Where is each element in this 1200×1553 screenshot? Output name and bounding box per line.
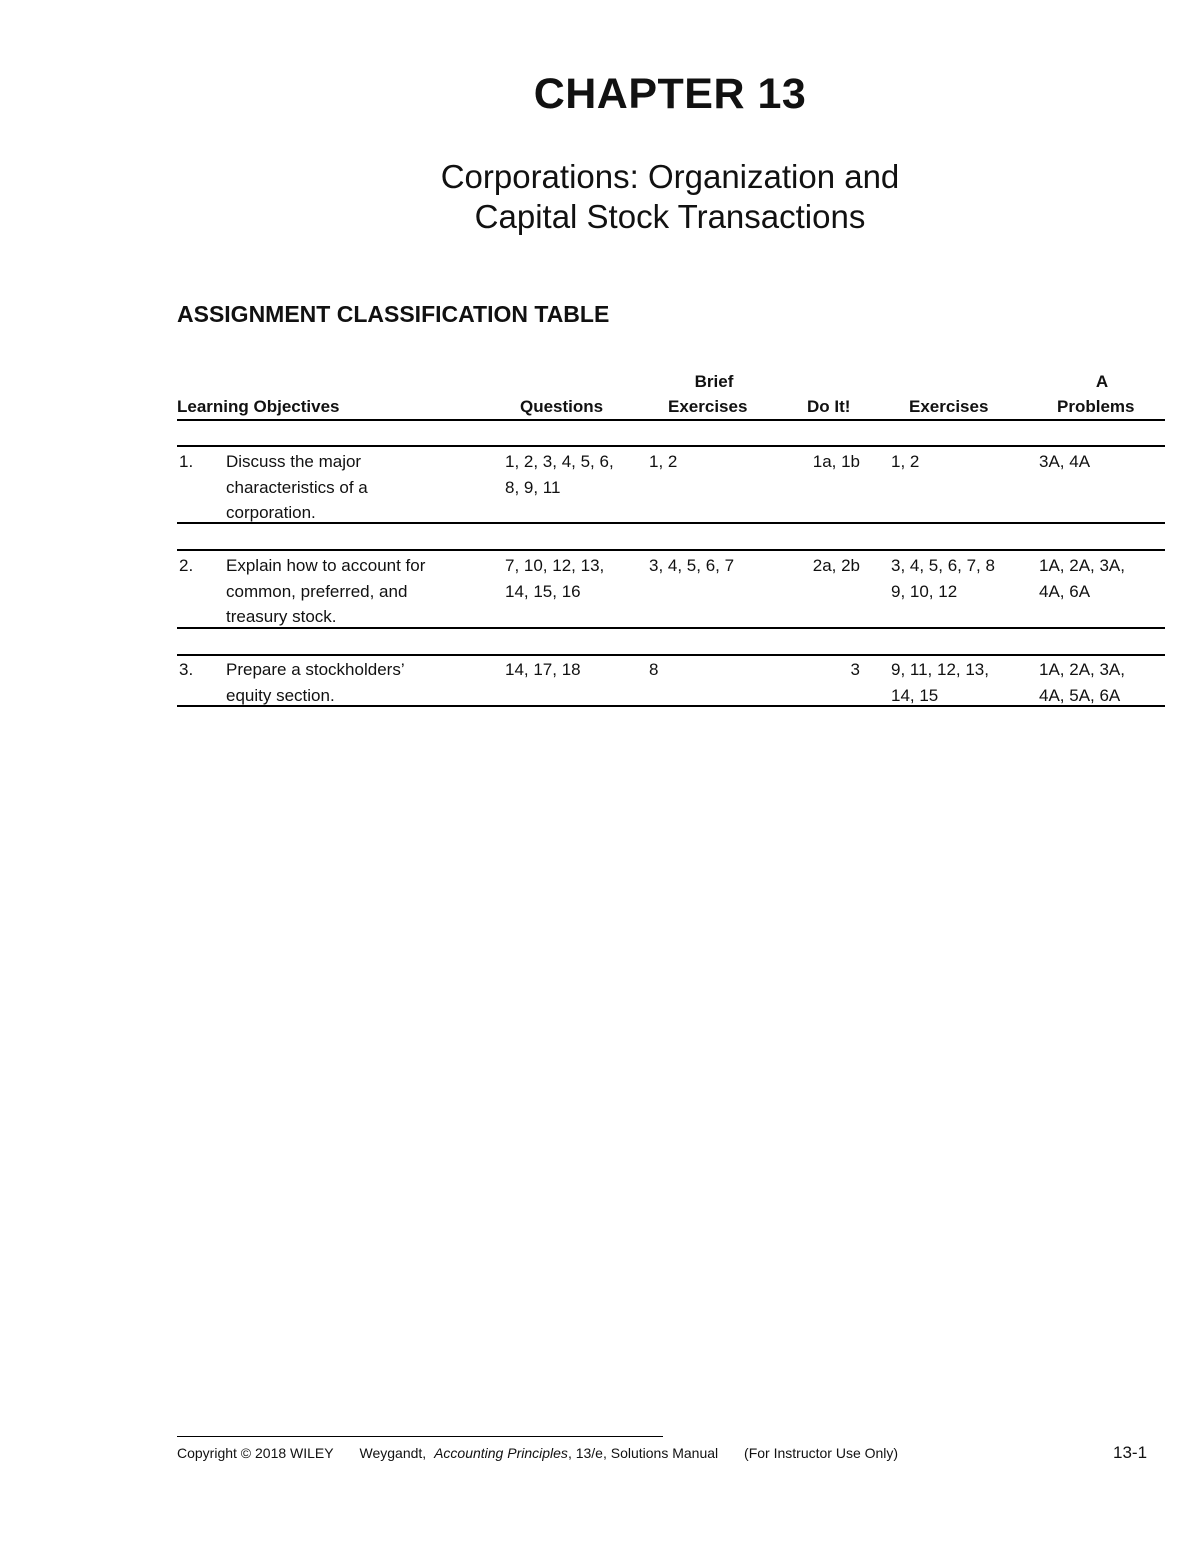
objective-number-line: 3. xyxy=(179,660,194,679)
exercises-cell xyxy=(891,553,995,604)
row-rule-top xyxy=(177,654,1165,656)
questions-cell xyxy=(505,449,614,500)
problems-cell xyxy=(1039,657,1125,708)
header-a: A xyxy=(1095,372,1109,391)
exercises-cell xyxy=(891,449,919,475)
objective-text-line: Explain how to account for xyxy=(226,556,426,575)
do-it-cell xyxy=(780,449,860,475)
exercises-cell-line: 9, 10, 12 xyxy=(891,581,958,601)
objective-number-line: 2. xyxy=(179,556,194,575)
header-brief-exercises: Exercises xyxy=(668,397,748,416)
objective-text xyxy=(226,449,368,526)
footer-copyright: Copyright © 2018 WILEY xyxy=(177,1445,334,1461)
objective-number xyxy=(179,553,193,579)
footer-rule xyxy=(177,1436,663,1437)
section-title: ASSIGNMENT CLASSIFICATION TABLE xyxy=(177,301,610,327)
header-rule xyxy=(177,419,1165,421)
objective-text-line: Prepare a stockholders’ xyxy=(226,660,405,679)
problems-cell-line: 3A, 4A xyxy=(1039,452,1091,471)
questions-cell-line: 14, 17, 18 xyxy=(505,660,581,679)
questions-cell-line: 8, 9, 11 xyxy=(505,477,561,497)
objective-text xyxy=(226,553,425,630)
brief-exercises-cell-line: 8 xyxy=(649,660,659,679)
footer-book-title: Accounting Principles xyxy=(434,1445,568,1461)
do-it-cell-line: 1a, 1b xyxy=(812,452,860,471)
page-number: 13-1 xyxy=(1113,1443,1148,1462)
objective-text-line: treasury stock. xyxy=(226,607,337,626)
do-it-cell-line: 3 xyxy=(850,660,860,679)
exercises-cell xyxy=(891,657,989,708)
footer xyxy=(177,1445,898,1461)
header-questions: Questions xyxy=(520,397,604,416)
footer-edition: , 13/e xyxy=(567,1445,603,1461)
chapter-title: CHAPTER 13 xyxy=(533,70,807,118)
questions-cell xyxy=(505,553,604,604)
questions-cell-line: 14, 15, 16 xyxy=(505,581,581,601)
problems-cell-line: 4A, 6A xyxy=(1039,581,1091,601)
brief-exercises-cell xyxy=(649,553,734,579)
exercises-cell-line: 3, 4, 5, 6, 7, 8 xyxy=(891,556,995,575)
objective-number-line: 1. xyxy=(179,452,194,471)
header-brief: Brief xyxy=(694,372,734,391)
objective-text-line: equity section. xyxy=(226,685,335,705)
objective-text-line: characteristics of a xyxy=(226,477,368,497)
questions-cell-line: 7, 10, 12, 13, xyxy=(505,556,605,575)
header-problems: Problems xyxy=(1057,397,1135,416)
objective-text-line: Discuss the major xyxy=(226,452,362,471)
brief-exercises-cell-line: 3, 4, 5, 6, 7 xyxy=(649,556,735,575)
objective-text-line: common, preferred, and xyxy=(226,581,408,601)
do-it-cell xyxy=(780,553,860,579)
row-rule-top xyxy=(177,549,1165,551)
objective-text-line: corporation. xyxy=(226,503,316,522)
exercises-cell-line: 9, 11, 12, 13, xyxy=(891,660,989,679)
chapter-subtitle-line2: Capital Stock Transactions xyxy=(474,198,866,235)
brief-exercises-cell xyxy=(649,657,658,683)
problems-cell-line: 1A, 2A, 3A, xyxy=(1039,660,1125,679)
do-it-cell-line: 2a, 2b xyxy=(812,556,860,575)
header-do-it: Do It! xyxy=(807,397,851,416)
exercises-cell-line: 14, 15 xyxy=(891,685,939,705)
problems-cell xyxy=(1039,449,1090,475)
objective-number xyxy=(179,449,193,475)
exercises-cell-line: 1, 2 xyxy=(891,452,920,471)
chapter-subtitle-line1: Corporations: Organization and xyxy=(440,158,900,195)
do-it-cell xyxy=(780,657,860,683)
brief-exercises-cell xyxy=(649,449,677,475)
row-rule-top xyxy=(177,445,1165,447)
questions-cell-line: 1, 2, 3, 4, 5, 6, xyxy=(505,452,614,471)
header-exercises: Exercises xyxy=(909,397,989,416)
problems-cell-line: 4A, 5A, 6A xyxy=(1039,685,1121,705)
header-learning-objectives: Learning Objectives xyxy=(177,397,340,416)
objective-text xyxy=(226,657,405,708)
questions-cell xyxy=(505,657,581,683)
problems-cell xyxy=(1039,553,1125,604)
footer-manual: , Solutions Manual xyxy=(602,1445,719,1461)
footer-usage: (For Instructor Use Only) xyxy=(744,1445,899,1461)
brief-exercises-cell-line: 1, 2 xyxy=(649,452,678,471)
objective-number xyxy=(179,657,193,683)
problems-cell-line: 1A, 2A, 3A, xyxy=(1039,556,1125,575)
footer-author: Weygandt, xyxy=(359,1445,427,1461)
